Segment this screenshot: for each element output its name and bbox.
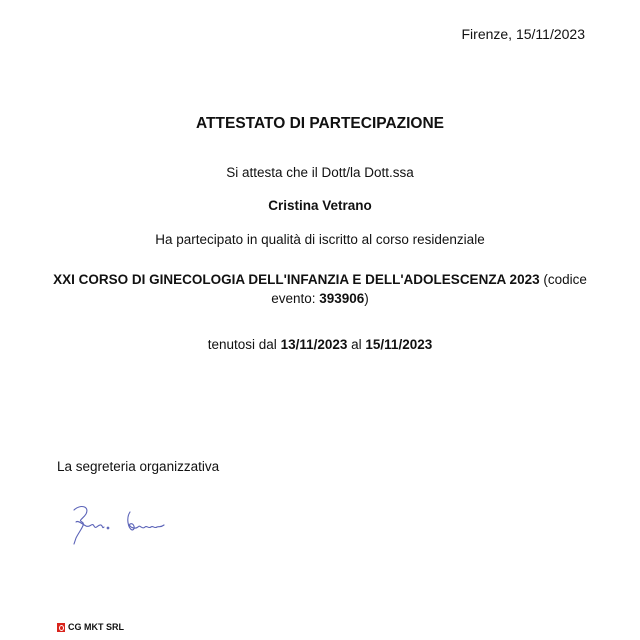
signature-icon xyxy=(68,500,198,550)
end-date: 15/11/2023 xyxy=(365,337,433,352)
event-code: 393906 xyxy=(319,291,365,306)
code-prefix: (codice evento: xyxy=(271,272,587,306)
dates-prefix: tenutosi dal xyxy=(207,337,281,352)
start-date: 13/11/2023 xyxy=(280,337,348,352)
place-date: Firenze, 15/11/2023 xyxy=(461,26,585,42)
code-suffix: ) xyxy=(364,291,369,306)
participation-text: Ha partecipato in qualità di iscritto al corso residenziale xyxy=(155,232,485,247)
secretariat-label: La segreteria organizzativa xyxy=(57,459,220,474)
company-name: CG MKT SRL xyxy=(68,622,124,632)
intro-text: Si attesta che il Dott/la Dott.ssa xyxy=(226,165,414,180)
course-info xyxy=(40,270,600,308)
company-footer xyxy=(57,622,124,632)
company-logo-icon xyxy=(57,623,65,632)
participant-name: Cristina Vetrano xyxy=(268,198,372,213)
certificate-title: ATTESTATO DI PARTECIPAZIONE xyxy=(196,115,444,132)
course-dates xyxy=(40,337,600,352)
dates-middle: al xyxy=(347,337,366,352)
course-name: XXI CORSO DI GINECOLOGIA DELL'INFANZIA E DELL'ADOLESCENZA 2023 xyxy=(53,272,540,287)
